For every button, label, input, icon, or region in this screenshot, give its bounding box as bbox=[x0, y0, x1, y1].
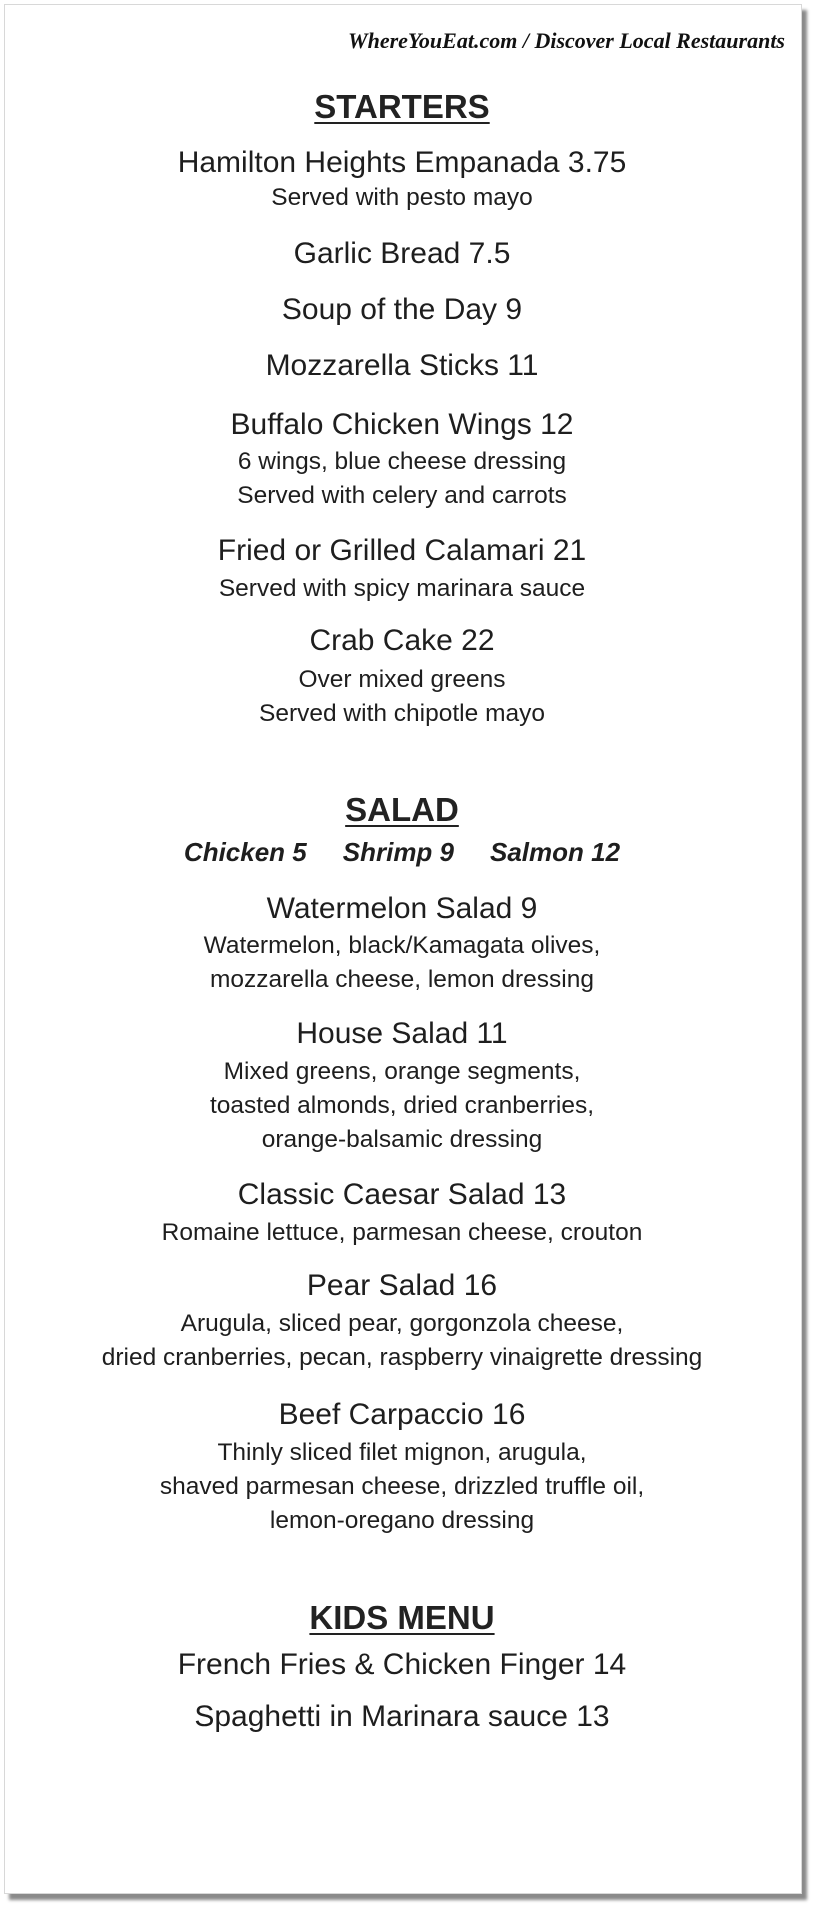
addon-price: Shrimp 9 bbox=[342, 837, 454, 867]
menu-item-name: Pear Salad 16 bbox=[306, 1269, 498, 1302]
menu-item-name: Hamilton Heights Empanada 3.75 bbox=[177, 146, 627, 179]
menu-item-name: Watermelon Salad 9 bbox=[266, 892, 538, 925]
menu-item-name: Soup of the Day 9 bbox=[281, 293, 523, 326]
menu-item-description: 6 wings, blue cheese dressing bbox=[237, 448, 567, 475]
menu-item-description: Served with spicy marinara sauce bbox=[218, 575, 586, 602]
menu-item-description: orange-balsamic dressing bbox=[261, 1126, 543, 1153]
menu-item-description: lemon-oregano dressing bbox=[269, 1507, 535, 1534]
menu-item-description: Mixed greens, orange segments, bbox=[223, 1058, 581, 1085]
menu-item-name: Classic Caesar Salad 13 bbox=[237, 1178, 567, 1211]
menu-item-name: Garlic Bread 7.5 bbox=[293, 237, 511, 270]
menu-item-name: Crab Cake 22 bbox=[309, 624, 495, 657]
section-heading: SALAD bbox=[345, 791, 459, 828]
menu-item-description: Over mixed greens bbox=[298, 666, 506, 693]
menu-item-description: mozzarella cheese, lemon dressing bbox=[209, 966, 595, 993]
menu-item-description: Served with pesto mayo bbox=[271, 184, 533, 211]
menu-item-description: Thinly sliced filet mignon, arugula, bbox=[217, 1439, 587, 1466]
menu-item-description: Romaine lettuce, parmesan cheese, crouton bbox=[161, 1219, 643, 1246]
menu-item-name: Buffalo Chicken Wings 12 bbox=[230, 408, 574, 441]
section-heading: STARTERS bbox=[314, 88, 490, 125]
site-header: WhereYouEat.com / Discover Local Restaurants bbox=[348, 28, 785, 53]
menu-item-name: Beef Carpaccio 16 bbox=[278, 1398, 526, 1431]
menu-item-description: dried cranberries, pecan, raspberry vinaigrette dressing bbox=[101, 1344, 703, 1371]
section-heading: KIDS MENU bbox=[309, 1599, 495, 1636]
menu-item-description: Watermelon, black/Kamagata olives, bbox=[203, 932, 601, 959]
menu-item-description: Served with chipotle mayo bbox=[259, 700, 545, 727]
menu-item-description: Arugula, sliced pear, gorgonzola cheese, bbox=[180, 1310, 624, 1337]
addon-price: Chicken 5 bbox=[183, 837, 307, 867]
menu-item-name: House Salad 11 bbox=[296, 1017, 508, 1050]
menu-item-description: toasted almonds, dried cranberries, bbox=[209, 1092, 595, 1119]
menu-item-name: Mozzarella Sticks 11 bbox=[265, 349, 539, 382]
addon-price: Salmon 12 bbox=[490, 837, 621, 867]
menu-item-name: Spaghetti in Marinara sauce 13 bbox=[194, 1700, 610, 1733]
menu-item-name: French Fries & Chicken Finger 14 bbox=[177, 1648, 627, 1681]
menu-item-description: Served with celery and carrots bbox=[237, 482, 567, 509]
salad-addons bbox=[4, 839, 800, 865]
menu-item-description: shaved parmesan cheese, drizzled truffle oil, bbox=[159, 1473, 645, 1500]
menu-item-name: Fried or Grilled Calamari 21 bbox=[217, 534, 587, 567]
